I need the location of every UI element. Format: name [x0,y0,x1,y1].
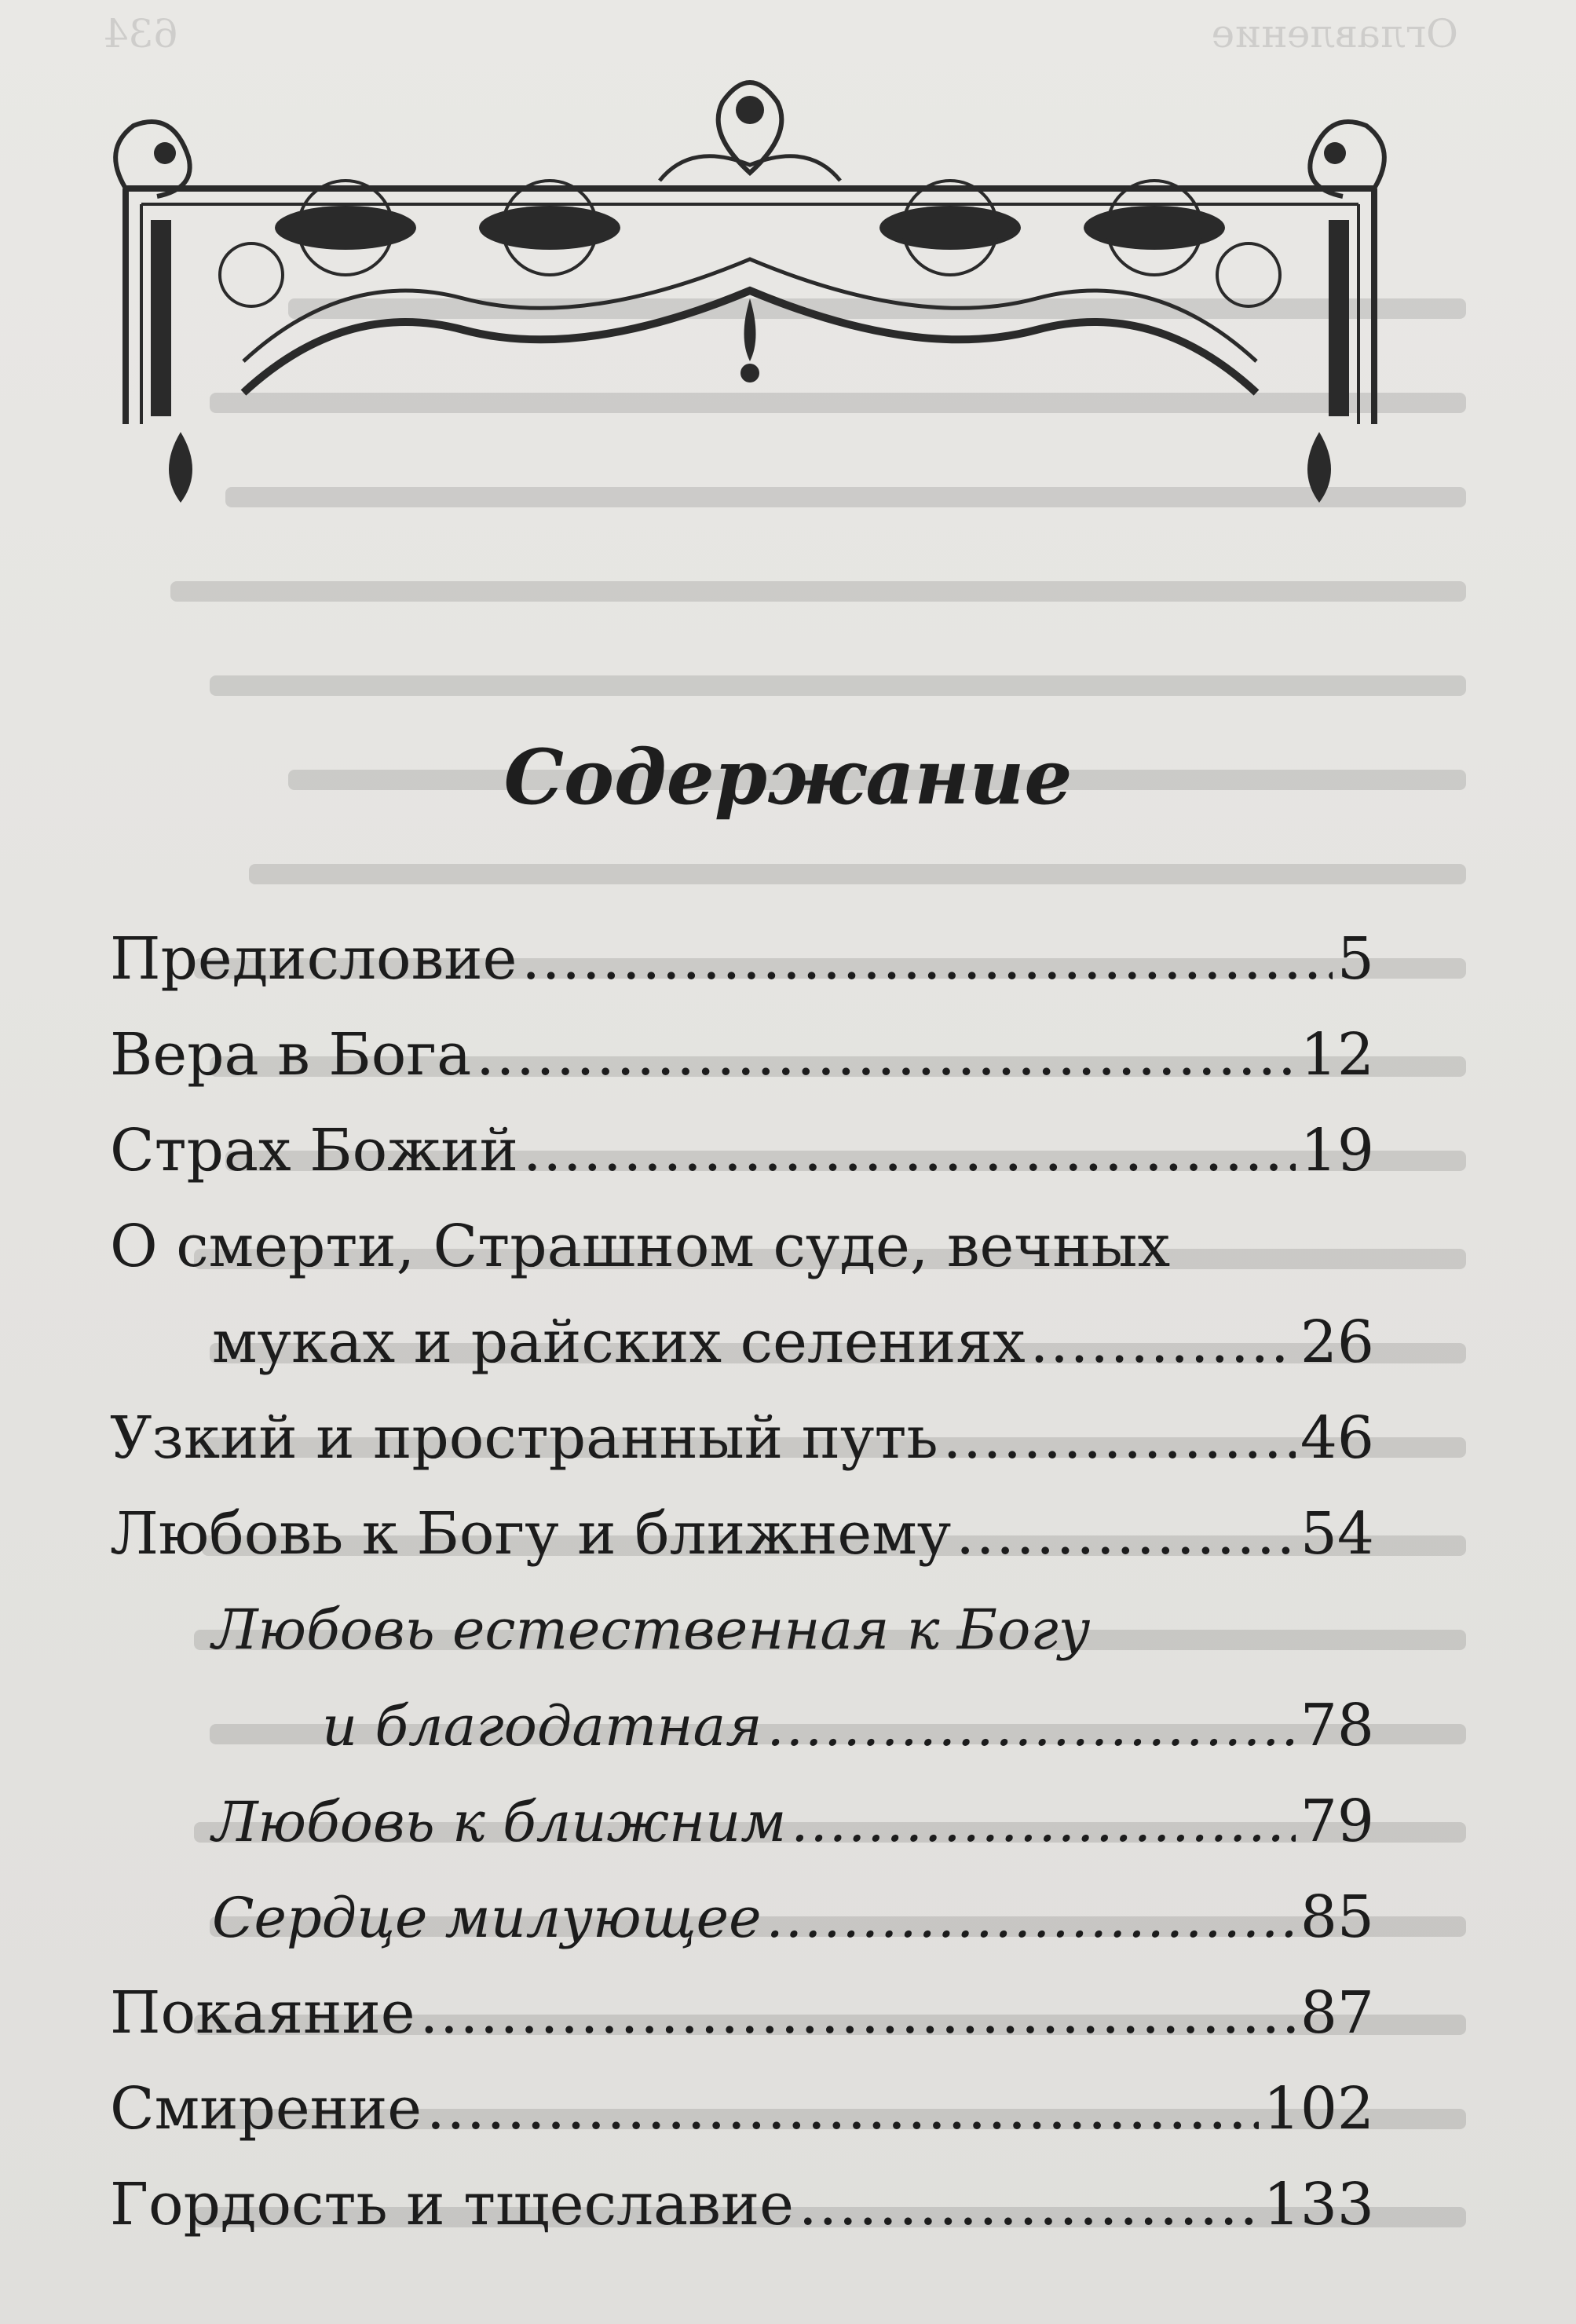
toc-entry[interactable] [110,1007,1374,1103]
toc-entry-page: 26 [1300,1308,1374,1376]
toc-entry-page: 78 [1300,1692,1374,1759]
toc-entry-label: Гордость и тщеславие [110,2171,794,2238]
toc-title: Содержание [503,733,1073,822]
toc-entry[interactable] [110,1390,1374,1486]
toc-entry[interactable] [110,2157,1374,2253]
toc-entry-page: 5 [1336,925,1374,993]
toc-entry-page: 54 [1300,1500,1374,1568]
mirrored-folio: 634 [103,11,178,57]
toc-subentry-label: Сердце милующее [212,1886,762,1950]
decorative-headpiece-ornament [110,63,1390,518]
dot-leader [476,1007,1296,1103]
toc-entry-label: Узкий и пространный путь [110,1404,938,1472]
dot-leader [420,1965,1296,2061]
dot-leader [943,1390,1296,1486]
toc-entry[interactable] [110,1965,1374,2061]
toc-entry[interactable] [110,1103,1374,1199]
toc-entry[interactable] [110,1294,1374,1390]
dot-leader [521,911,1333,1007]
toc-entry[interactable] [110,1486,1374,1582]
toc-entry[interactable] [110,2061,1374,2157]
toc-entry-label-line2: муках и райских селениях [212,1308,1026,1376]
dot-leader [766,1870,1296,1966]
toc-subentry-label-line2: и благодатная [322,1694,762,1759]
dot-leader [426,2061,1259,2157]
toc-entry-label: Страх Божий [110,1117,518,1184]
toc-subentry-label-line1[interactable]: Любовь естественная к Богу [212,1598,1091,1662]
toc-subentry[interactable] [110,1678,1374,1773]
toc-subentry-label: Любовь к ближним [212,1790,787,1854]
dot-leader [956,1486,1296,1582]
dot-leader [523,1103,1296,1199]
toc-entry-page: 133 [1263,2171,1374,2238]
dot-leader [1030,1294,1296,1390]
mirrored-running-head: Оглавление [1211,11,1458,57]
toc-entry[interactable] [110,911,1374,1007]
toc-entry-label: Смирение [110,2075,422,2143]
toc-entry-page: 19 [1300,1117,1374,1184]
toc-entry-label: Покаяние [110,1979,415,2047]
dot-leader [791,1774,1296,1870]
toc-entry-label: Любовь к Богу и ближнему [110,1500,952,1568]
toc-subentry[interactable] [110,1773,1374,1869]
toc-entry-label: Вера в Бога [110,1021,472,1089]
toc-entry-label: Предисловие [110,925,517,993]
table-of-contents [110,911,1374,2253]
toc-entry-page: 79 [1300,1788,1374,1855]
toc-entry-page: 12 [1300,1021,1374,1089]
dot-leader [799,2157,1259,2253]
toc-subentry[interactable] [110,1869,1374,1965]
toc-entry-label-line1[interactable]: О смерти, Страшном суде, вечных [110,1213,1171,1280]
dot-leader [767,1678,1296,1774]
toc-entry-page: 85 [1300,1883,1374,1951]
toc-entry-page: 46 [1300,1404,1374,1472]
toc-entry-page: 87 [1300,1979,1374,2047]
toc-entry-page: 102 [1263,2075,1374,2143]
